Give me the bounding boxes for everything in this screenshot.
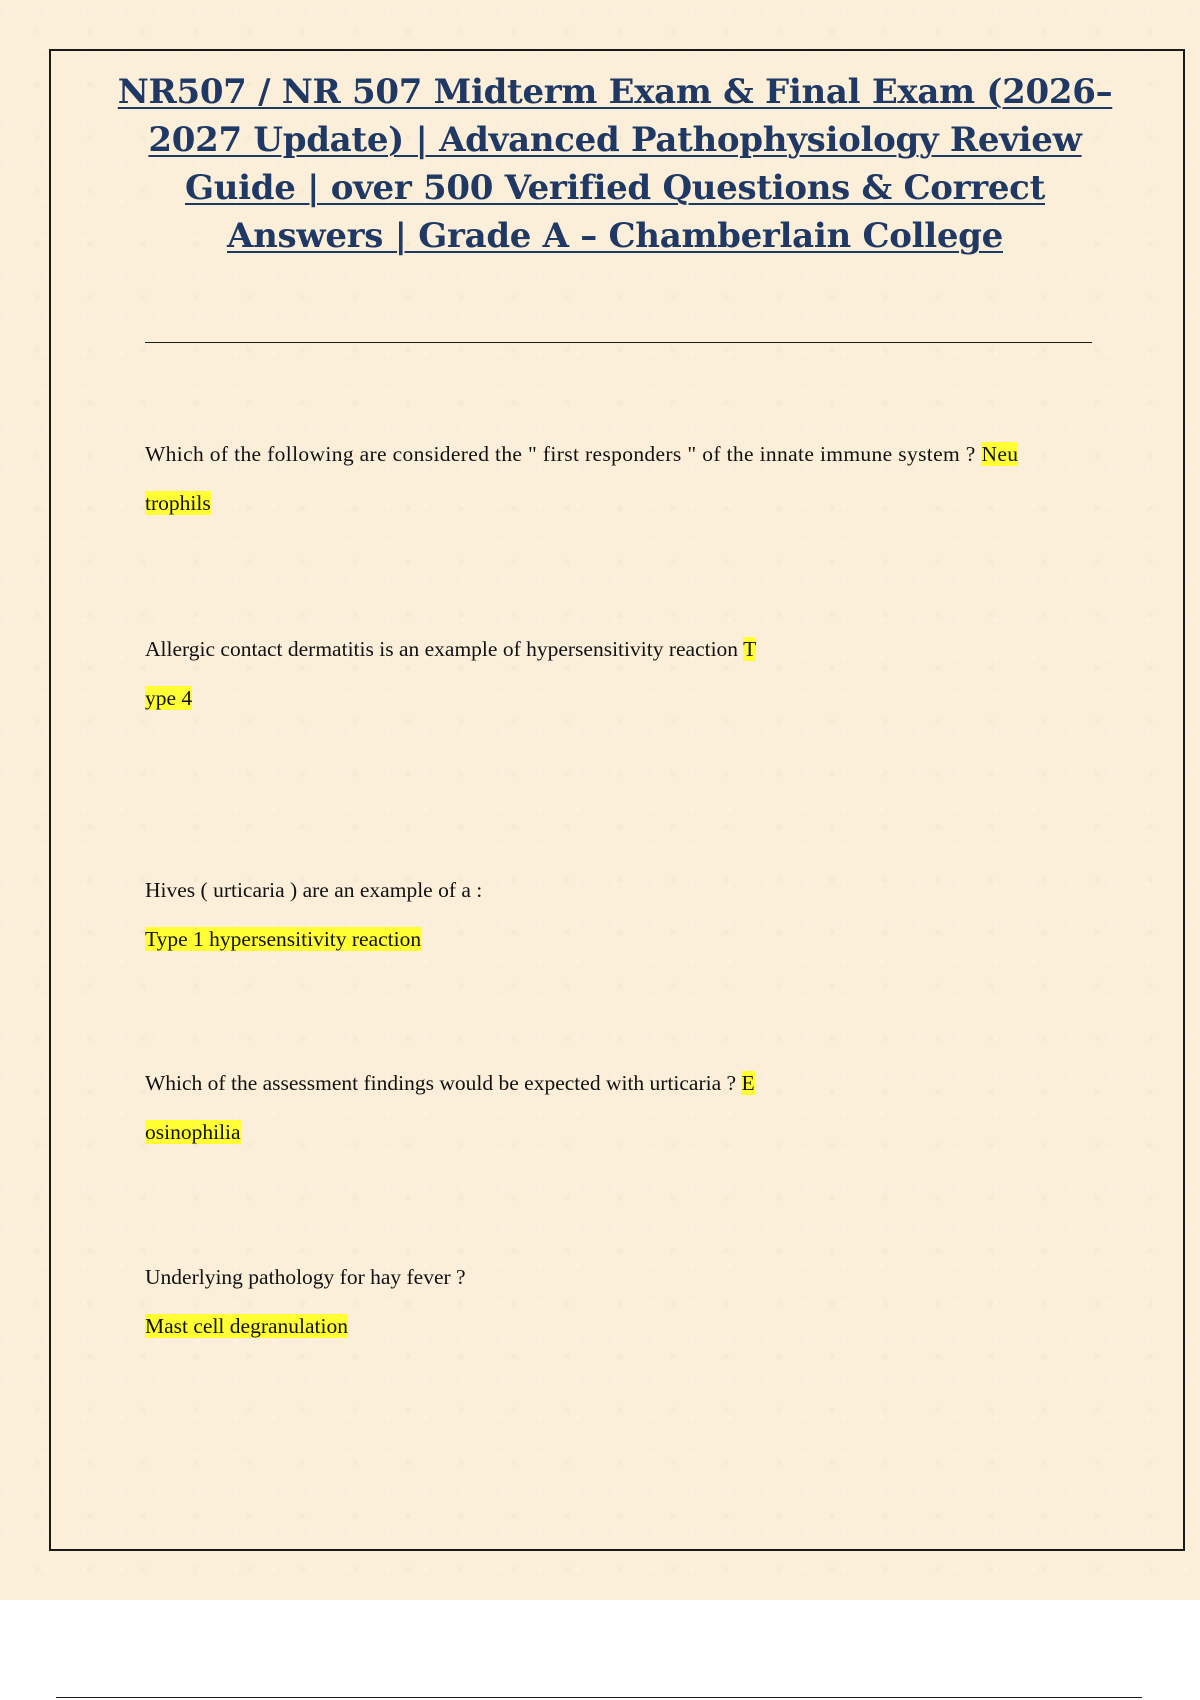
answer-highlight: ype 4 [145,686,193,710]
answer-line [145,674,1130,723]
question-line [145,430,1130,479]
question-line [145,1253,1130,1302]
question-text: Underlying pathology for hay fever ? [145,1265,466,1289]
question-text: Which of the following are considered the " first responders " of the innate immune system ? [145,442,976,466]
question-item-1 [145,430,1130,528]
question-text: Which of the assessment findings would be expected with urticaria ? [145,1071,737,1095]
question-item-5 [145,1253,1130,1351]
question-item-3 [145,866,1130,964]
question-line [145,1059,1130,1108]
answer-line [145,915,1130,964]
title-divider [145,342,1092,343]
answer-highlight: Mast cell degranulation [145,1314,348,1338]
answer-line [145,1108,1130,1157]
document-title: NR507 / NR 507 Midterm Exam & Final Exam (2026–2027 Update) | Advanced Pathophysiology Review Guide | over 500 Verified Questions & Correct Answers | Grade A – Chamberlain College [117,72,1113,256]
question-item-2 [145,625,1130,723]
question-line [145,866,1130,915]
answer-highlight: E [741,1071,755,1095]
answer-highlight: T [743,637,757,661]
question-item-4 [145,1059,1130,1157]
question-line [145,625,1130,674]
answer-highlight: Neu [981,442,1019,466]
answer-highlight: Type 1 hypersensitivity reaction [145,927,422,951]
footer-divider [56,1697,1142,1698]
answer-line [145,479,1130,528]
answer-line [145,1302,1130,1351]
answer-highlight: trophils [145,491,211,515]
question-text: Hives ( urticaria ) are an example of a : [145,878,483,902]
answer-highlight: osinophilia [145,1120,241,1144]
question-text: Allergic contact dermatitis is an example of hypersensitivity reaction [145,637,739,661]
